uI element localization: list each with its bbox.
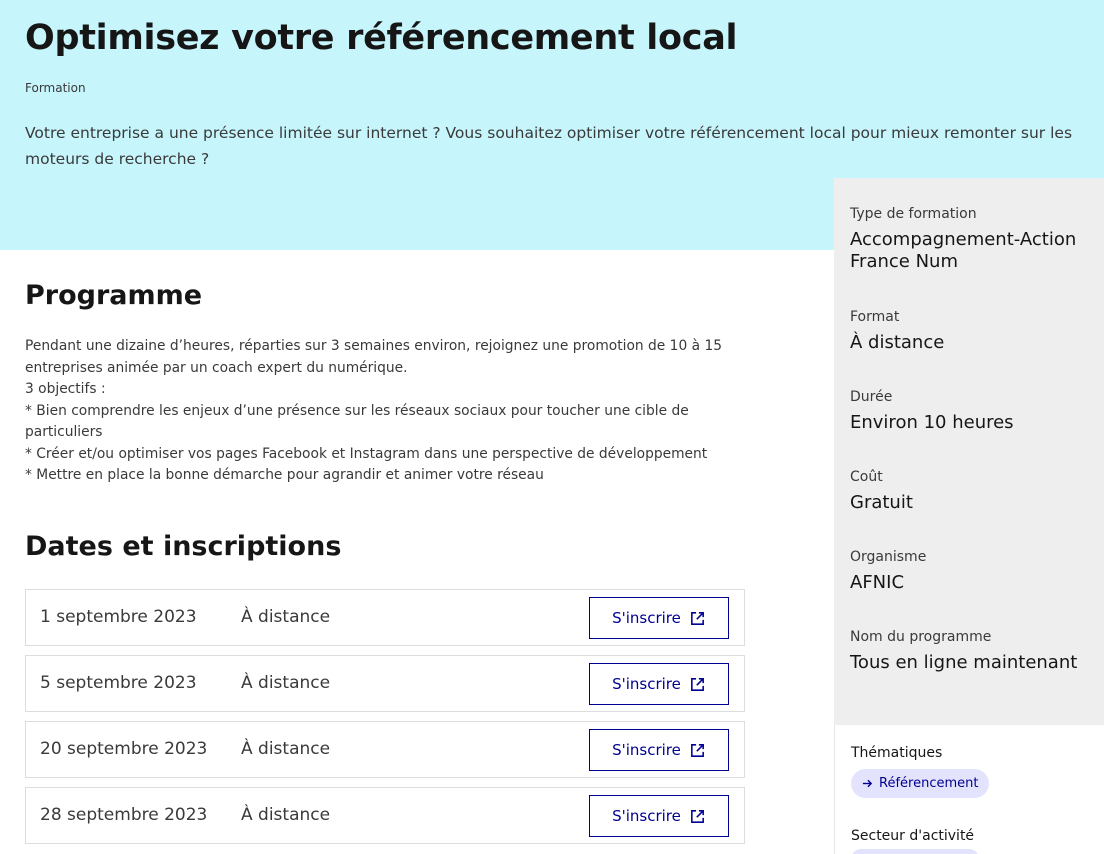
info-duree-label: Durée [850, 389, 893, 405]
signup-button-label: S'inscrire [612, 609, 681, 627]
session-row [25, 655, 745, 712]
session-format: À distance [241, 607, 331, 627]
secteur-label: Secteur d'activité [851, 828, 975, 844]
thematique-tag-label: Référencement [879, 776, 979, 791]
programme-heading: Programme [25, 280, 203, 311]
thematiques-label: Thématiques [851, 745, 943, 761]
session-format: À distance [241, 805, 331, 825]
info-cout [850, 468, 1090, 514]
signup-button[interactable] [589, 795, 729, 837]
content-type-tag: Formation [25, 81, 86, 95]
info-organisme [850, 548, 1090, 594]
session-row [25, 721, 745, 778]
dates-heading: Dates et inscriptions [25, 531, 342, 562]
info-type-value: Accompagnement-Action France Num [850, 229, 1077, 272]
session-format: À distance [241, 739, 331, 759]
session-format: À distance [241, 673, 331, 693]
signup-button-label: S'inscrire [612, 675, 681, 693]
signup-button[interactable] [589, 663, 729, 705]
info-type-label: Type de formation [850, 206, 977, 222]
external-link-icon [689, 808, 706, 825]
thematique-tag[interactable] [851, 769, 989, 798]
signup-button[interactable] [589, 597, 729, 639]
programme-description: Pendant une dizaine d’heures, réparties sur 3 semaines environ, rejoignez une promotion de 10 à 15 entreprises animée par un coach expert du numérique. 3 objectifs : * Bien comprendre les enjeux d’une présence sur les réseaux sociaux pour toucher une cible de particuliers * Créer et/ou optimiser vos pages Facebook et Instagram dans une perspective de développement * Mettre en place la bonne démarche pour agrandir et animer votre réseau [25, 338, 722, 483]
page-title: Optimisez votre référencement local [25, 18, 738, 58]
session-date: 1 septembre 2023 [40, 607, 197, 627]
session-date: 28 septembre 2023 [40, 805, 208, 825]
session-row [25, 787, 745, 844]
info-organisme-value: AFNIC [850, 572, 905, 593]
arrow-right-icon [862, 778, 873, 789]
external-link-icon [689, 742, 706, 759]
secteur-tag[interactable] [851, 849, 979, 854]
session-date: 5 septembre 2023 [40, 673, 197, 693]
signup-button-label: S'inscrire [612, 807, 681, 825]
session-row [25, 589, 745, 646]
info-cout-label: Coût [850, 469, 883, 485]
dates-list [25, 589, 745, 853]
info-programme [850, 628, 1090, 674]
session-date: 20 septembre 2023 [40, 739, 208, 759]
signup-button[interactable] [589, 729, 729, 771]
info-organisme-label: Organisme [850, 549, 927, 565]
info-duree-value: Environ 10 heures [850, 412, 1014, 433]
info-duree [850, 388, 1090, 434]
info-programme-label: Nom du programme [850, 629, 992, 645]
external-link-icon [689, 610, 706, 627]
info-type [850, 205, 1090, 273]
info-format [850, 308, 1090, 354]
info-cout-value: Gratuit [850, 492, 913, 513]
hero-description: Votre entreprise a une présence limitée sur internet ? Vous souhaitez optimiser votre référencement local pour mieux remonter sur les moteurs de recherche ? [25, 124, 1073, 168]
info-format-value: À distance [850, 332, 945, 353]
signup-button-label: S'inscrire [612, 741, 681, 759]
info-programme-value: Tous en ligne maintenant [850, 652, 1078, 673]
training-info-panel [834, 178, 1104, 725]
info-format-label: Format [850, 309, 900, 325]
external-link-icon [689, 676, 706, 693]
tags-panel [834, 725, 1104, 854]
